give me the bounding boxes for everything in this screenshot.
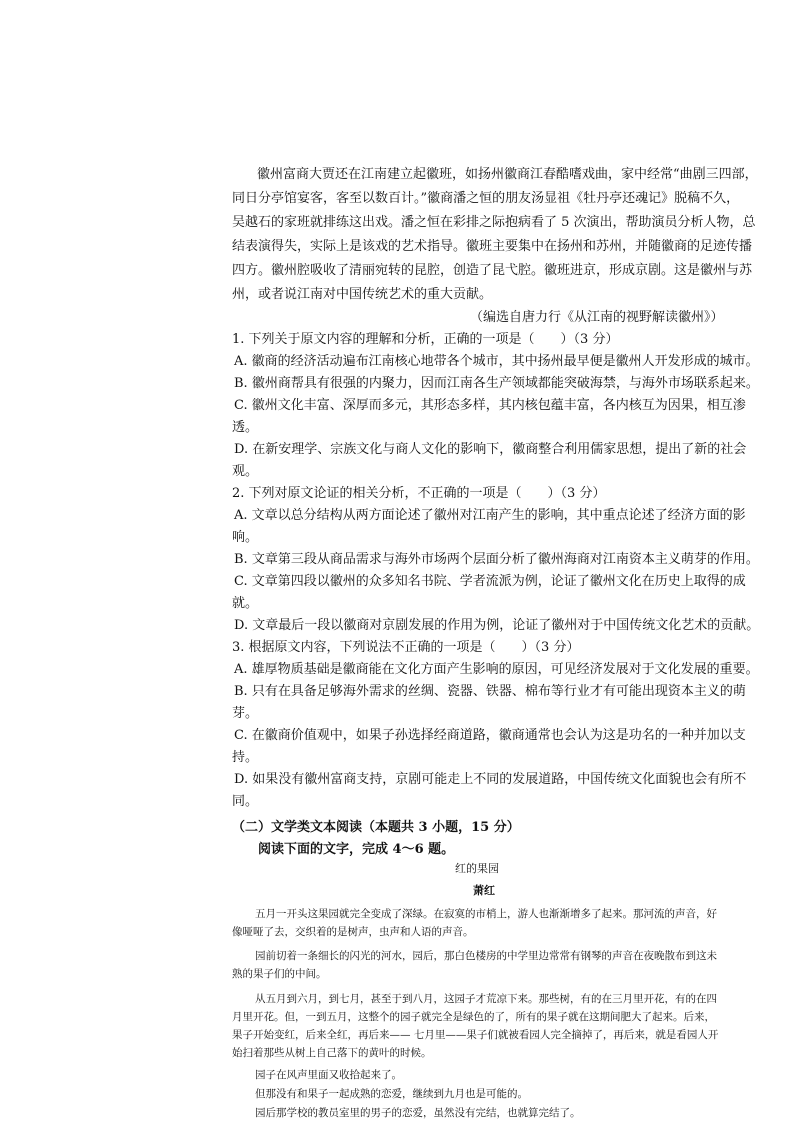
story-line: 园前切着一条细长的闪光的河水，园后，那白色楼房的中学里边常常有钢琴的声音在夜晚散布到这未 [255, 950, 717, 962]
story-line: 园后那学校的教员室里的男子的恋爱，虽然没有完结，也就算完结了。 [255, 1107, 581, 1119]
option-b: B. 文章第三段从商品需求与海外市场两个层面分析了徽州海商对江南资本主义萌芽的作用。 [234, 552, 759, 567]
option-c-cont: 透。 [232, 420, 259, 435]
question-stem: 1. 下列关于原文内容的理解和分析，正确的一项是（ ）（3 分） [232, 332, 619, 347]
passage-line: 州，或者说江南对中国传统艺术的重大贡献。 [232, 287, 493, 302]
option-a-cont: 响。 [232, 530, 259, 545]
story-title: 红的果园 [455, 862, 499, 875]
passage-line: 同日分亭馆宴客，客至以数百计。”徽商潘之恒的朋友汤显祖《牡丹亭还魂记》脱稿不久， [232, 191, 740, 206]
passage-line: 吴越石的家班就排练这出戏。潘之恒在彩排之际抱病看了 5 次演出，帮助演员分析人物，总 [232, 215, 756, 230]
option-c: C. 徽州文化丰富、深厚而多元，其形态多样，其内核包蕴丰富，各内核互为因果，相互渗 [234, 398, 746, 413]
story-line: 像哑哑了去，交织着的是树声，虫声和人语的声音。 [232, 926, 474, 938]
option-a: A. 文章以总分结构从两方面论述了徽州对江南产生的影响，其中重点论述了经济方面的影 [234, 508, 746, 523]
story-line: 园子在风声里面又收拾起来了。 [255, 1069, 402, 1081]
passage-line: 结表演得失，实际上是该戏的艺术指导。徽班主要集中在扬州和苏州，并随徽商的足迹传播 [232, 239, 753, 254]
story-line: 熟的果子们的中间。 [232, 968, 327, 980]
story-author: 萧红 [473, 884, 495, 897]
story-line: 但那没有和果子一起成熟的恋爱，继续到九月也是可能的。 [255, 1088, 528, 1100]
story-line: 始扫着那些从树上自己落下的黄叶的时候。 [232, 1047, 432, 1059]
option-b: B. 只有在具备足够海外需求的丝绸、瓷器、铁器、棉布等行业才有可能出现资本主义的萌 [234, 684, 746, 699]
question-stem: 3. 根据原文内容，下列说法不正确的一项是（ ）（3 分） [232, 640, 580, 655]
section-heading: （二）文学类文本阅读（本题共 3 小题，15 分） [232, 820, 520, 835]
option-d: D. 文章最后一段以徽商对京剧发展的作用为例，论证了徽州对于中国传统文化艺术的贡献。 [234, 618, 760, 633]
option-b: B. 徽州商帮具有很强的内聚力，因而江南各生产领域都能突破海禁，与海外市场联系起来。 [234, 376, 759, 391]
story-line: 从五月到六月，到七月，甚至于到八月，这园子才荒凉下来。那些树，有的在三月里开花，有的在四 [255, 993, 717, 1005]
option-d-cont: 同。 [232, 794, 259, 809]
option-c: C. 在徽商价值观中，如果子孙选择经商道路，徽商通常也会认为这是功名的一种并加以支 [234, 728, 746, 743]
story-line: 果子开始变红，后来全红，再后来—— 七月里——果子们就被看园人完全摘掉了，再后来，就是看园人开 [232, 1029, 719, 1041]
option-c: C. 文章第四段以徽州的众多知名书院、学者流派为例，论证了徽州文化在历史上取得的成 [234, 574, 746, 589]
option-a: A. 雄厚物质基础是徽商能在文化方面产生影响的原因，可见经济发展对于文化发展的重要。 [234, 662, 759, 677]
story-line: 月里开花。但，一到五月，这整个的园子就完全是绿色的了，所有的果子就在这期间肥大了起来。后来， [232, 1011, 715, 1023]
passage-source: （编选自唐力行《从江南的视野解读徽州》） [470, 310, 724, 325]
option-c-cont: 就。 [232, 596, 259, 611]
story-line: 五月一开头这果园就完全变成了深绿。在寂寞的市梢上，游人也渐渐增多了起来。那河流的声音，好 [255, 908, 717, 920]
section-instruction: 阅读下面的文字，完成 4～6 题。 [258, 842, 455, 857]
option-d: D. 在新安理学、宗族文化与商人文化的影响下，徽商整合利用儒家思想，提出了新的社会 [234, 442, 747, 457]
option-c-cont: 持。 [232, 750, 259, 765]
passage-line: 徽州富商大贾还在江南建立起徽班，如扬州徽商江春酷嗜戏曲，家中经常“曲剧三四部， [257, 167, 758, 182]
passage-line: 四方。徽州腔吸收了清丽宛转的昆腔，创造了昆弋腔。徽班进京，形成京剧。这是徽州与苏 [232, 263, 753, 278]
option-d: D. 如果没有徽州富商支持，京剧可能走上不同的发展道路，中国传统文化面貌也会有所不 [234, 772, 747, 787]
option-d-cont: 观。 [232, 464, 259, 479]
option-a: A. 徽商的经济活动遍布江南核心地带各个城市，其中扬州最早便是徽州人开发形成的城市。 [234, 354, 759, 369]
option-b-cont: 芽。 [232, 706, 259, 721]
question-stem: 2. 下列对原文论证的相关分析，不正确的一项是（ ）（3 分） [232, 486, 606, 501]
